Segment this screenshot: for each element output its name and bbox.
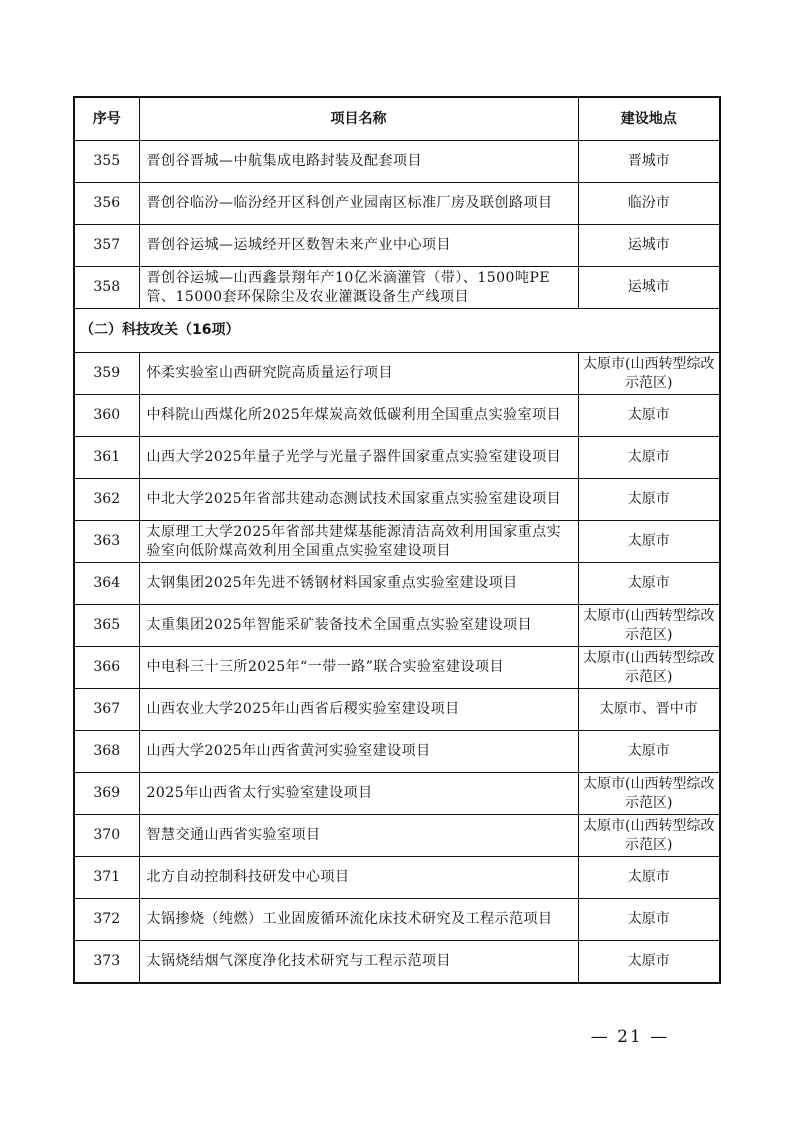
row-name: 晋创谷临汾—临汾经开区科创产业园南区标准厂房及联创路项目 [139, 183, 578, 225]
row-index: 369 [74, 773, 139, 815]
section-row [74, 309, 720, 353]
row-location: 太原市 [578, 857, 720, 899]
table-row [74, 479, 720, 521]
row-name: 山西农业大学2025年山西省后稷实验室建设项目 [139, 689, 578, 731]
row-name: 太原理工大学2025年省部共建煤基能源清洁高效利用国家重点实验室向低阶煤高效利用全国重点实验室建设项目 [139, 521, 578, 563]
row-location: 太原市 [578, 521, 720, 563]
row-location: 太原市(山西转型综改示范区) [578, 605, 720, 647]
row-name: 晋创谷运城—山西鑫景翔年产10亿米滴灌管（带）、1500吨PE管、15000套环保除尘及农业灌溉设备生产线项目 [139, 267, 578, 309]
table-row [74, 857, 720, 899]
row-index: 366 [74, 647, 139, 689]
row-name: 智慧交通山西省实验室项目 [139, 815, 578, 857]
row-index: 356 [74, 183, 139, 225]
row-index: 365 [74, 605, 139, 647]
row-name: 中北大学2025年省部共建动态测试技术国家重点实验室建设项目 [139, 479, 578, 521]
header-name: 项目名称 [139, 97, 578, 141]
row-name: 晋创谷晋城—中航集成电路封装及配套项目 [139, 141, 578, 183]
row-location: 运城市 [578, 225, 720, 267]
row-name: 怀柔实验室山西研究院高质量运行项目 [139, 353, 578, 395]
row-index: 370 [74, 815, 139, 857]
row-name: 山西大学2025年量子光学与光量子器件国家重点实验室建设项目 [139, 437, 578, 479]
row-name: 2025年山西省太行实验室建设项目 [139, 773, 578, 815]
table-row [74, 521, 720, 563]
row-location: 太原市(山西转型综改示范区) [578, 773, 720, 815]
row-location: 运城市 [578, 267, 720, 309]
table-row [74, 267, 720, 309]
row-location: 太原市 [578, 731, 720, 773]
table-row [74, 773, 720, 815]
row-name: 太锅掺烧（纯燃）工业固废循环流化床技术研究及工程示范项目 [139, 899, 578, 941]
table-row [74, 563, 720, 605]
header-index: 序号 [74, 97, 139, 141]
header-row [74, 97, 720, 141]
table-row [74, 353, 720, 395]
row-index: 372 [74, 899, 139, 941]
row-location: 太原市(山西转型综改示范区) [578, 815, 720, 857]
row-name: 太重集团2025年智能采矿装备技术全国重点实验室建设项目 [139, 605, 578, 647]
row-location: 太原市 [578, 437, 720, 479]
row-location: 太原市(山西转型综改示范区) [578, 647, 720, 689]
row-location: 太原市、晋中市 [578, 689, 720, 731]
row-index: 367 [74, 689, 139, 731]
row-name: 太锅烧结烟气深度净化技术研究与工程示范项目 [139, 941, 578, 983]
row-index: 368 [74, 731, 139, 773]
page-number: — 21 — [590, 1027, 670, 1047]
section-title: （二）科技攻关（16项） [74, 309, 720, 353]
table-row [74, 605, 720, 647]
table-row [74, 689, 720, 731]
table-row [74, 899, 720, 941]
row-location: 太原市 [578, 563, 720, 605]
table-row [74, 437, 720, 479]
header-location: 建设地点 [578, 97, 720, 141]
row-name: 晋创谷运城—运城经开区数智未来产业中心项目 [139, 225, 578, 267]
row-name: 山西大学2025年山西省黄河实验室建设项目 [139, 731, 578, 773]
row-name: 中科院山西煤化所2025年煤炭高效低碳利用全国重点实验室项目 [139, 395, 578, 437]
table-row [74, 141, 720, 183]
row-name: 中电科三十三所2025年“一带一路”联合实验室建设项目 [139, 647, 578, 689]
row-location: 太原市 [578, 899, 720, 941]
table-row [74, 225, 720, 267]
row-index: 359 [74, 353, 139, 395]
row-index: 371 [74, 857, 139, 899]
row-index: 373 [74, 941, 139, 983]
row-index: 360 [74, 395, 139, 437]
row-index: 358 [74, 267, 139, 309]
row-index: 357 [74, 225, 139, 267]
row-location: 太原市 [578, 941, 720, 983]
row-location: 临汾市 [578, 183, 720, 225]
row-index: 363 [74, 521, 139, 563]
table-row [74, 941, 720, 983]
table-header [74, 97, 720, 141]
row-index: 361 [74, 437, 139, 479]
table-row [74, 183, 720, 225]
row-name: 太钢集团2025年先进不锈钢材料国家重点实验室建设项目 [139, 563, 578, 605]
row-location: 晋城市 [578, 141, 720, 183]
row-location: 太原市 [578, 395, 720, 437]
row-name: 北方自动控制科技研发中心项目 [139, 857, 578, 899]
table-row [74, 815, 720, 857]
table-row [74, 731, 720, 773]
table-row [74, 395, 720, 437]
project-table [73, 96, 721, 984]
row-index: 362 [74, 479, 139, 521]
table-row [74, 647, 720, 689]
row-index: 364 [74, 563, 139, 605]
table-body [74, 141, 720, 983]
row-location: 太原市 [578, 479, 720, 521]
row-location: 太原市(山西转型综改示范区) [578, 353, 720, 395]
row-index: 355 [74, 141, 139, 183]
